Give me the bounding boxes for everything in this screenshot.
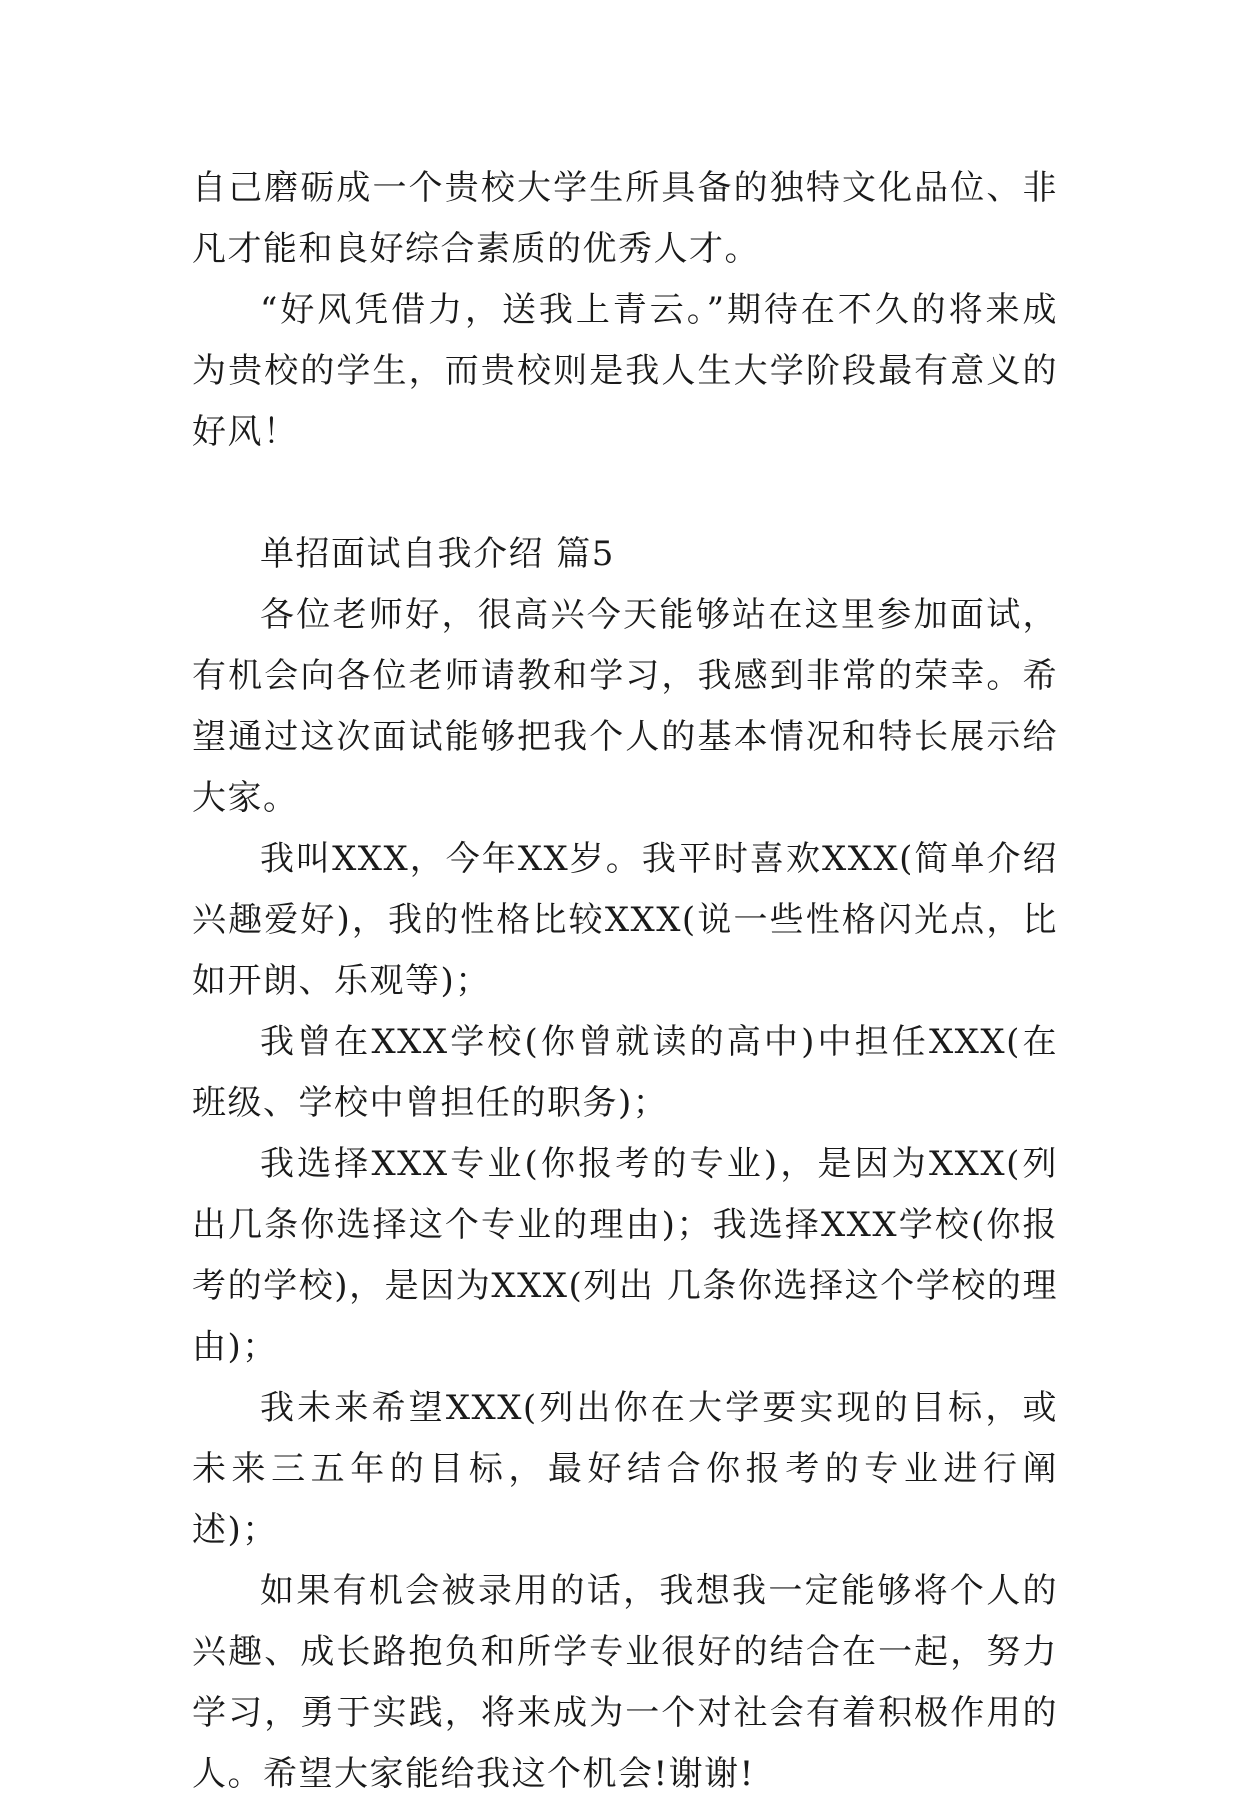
body-paragraph: 我选择XXX专业(你报考的专业)，是因为XXX(列出几条你选择这个专业的理由)；我选择XXX学校(你报考的学校)，是因为XXX(列出 几条你选择这个学校的理由)； bbox=[192, 1144, 1058, 1367]
closing-paragraph: “好风凭借力，送我上青云。”期待在不久的将来成为贵校的学生，而贵校则是我人生大学阶段最有意义的好风！ bbox=[192, 290, 1058, 452]
section-heading: 单招面试自我介绍 篇5 bbox=[260, 534, 615, 574]
body-paragraph: 我叫XXX，今年XX岁。我平时喜欢XXX(简单介绍兴趣爱好)，我的性格比较XXX(说一些性格闪光点，比如开朗、乐观等)； bbox=[192, 839, 1058, 1001]
body-paragraph: 如果有机会被录用的话，我想我一定能够将个人的兴趣、成长路抱负和所学专业很好的结合在一起，努力学习，勇于实践，将来成为一个对社会有着积极作用的人。希望大家能给我这个机会!谢谢! bbox=[192, 1571, 1058, 1794]
continuation-paragraph: 自己磨砺成一个贵校大学生所具备的独特文化品位、非凡才能和良好综合素质的优秀人才。 bbox=[192, 168, 1058, 269]
body-paragraph: 我未来希望XXX(列出你在大学要实现的目标，或未来三五年的目标，最好结合你报考的专业进行阐述)； bbox=[192, 1388, 1058, 1550]
body-paragraph: 各位老师好，很高兴今天能够站在这里参加面试，有机会向各位老师请教和学习，我感到非常的荣幸。希望通过这次面试能够把我个人的基本情况和特长展示给大家。 bbox=[192, 595, 1058, 818]
document-body bbox=[192, 158, 1058, 1805]
body-paragraph: 我曾在XXX学校(你曾就读的高中)中担任XXX(在班级、学校中曾担任的职务)； bbox=[192, 1022, 1058, 1123]
